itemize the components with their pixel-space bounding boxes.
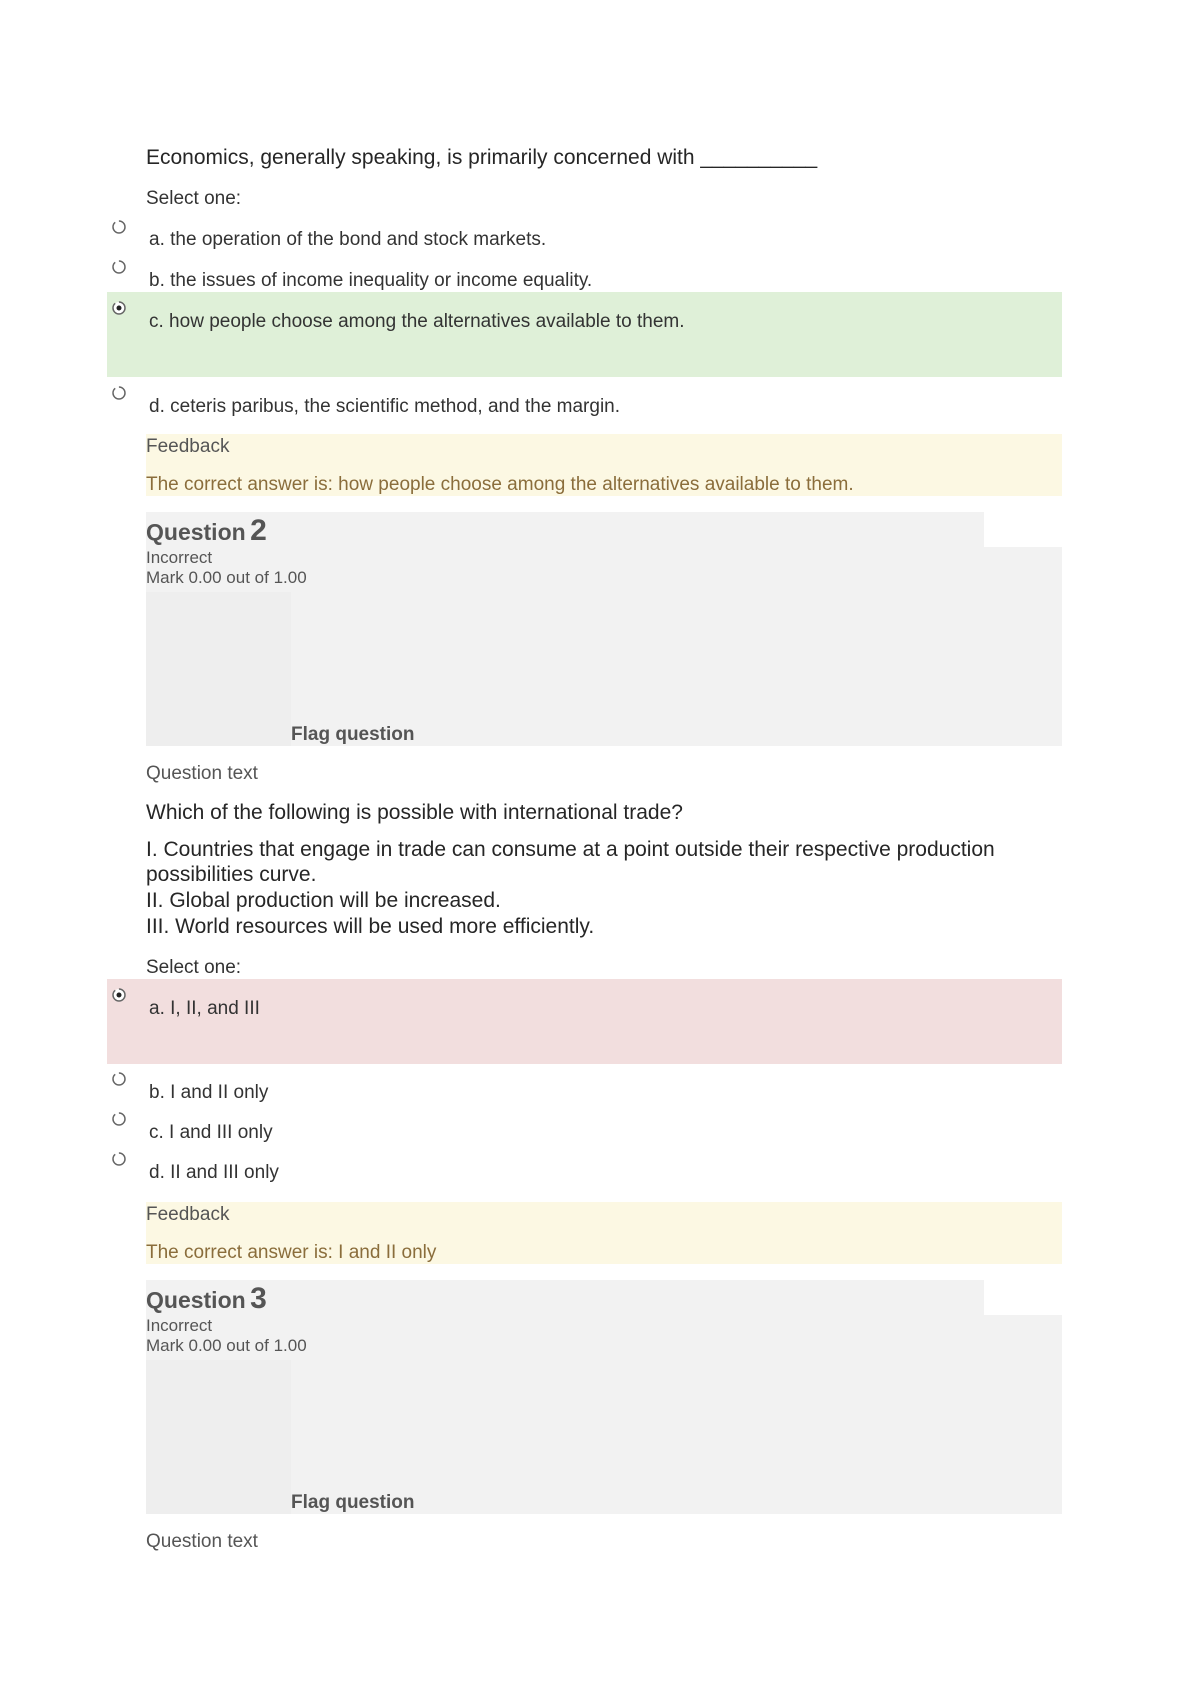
feedback-title: Feedback [146,436,230,457]
question-3-number [146,1282,267,1316]
statement-3: III. World resources will be used more efficiently. [146,915,595,938]
question-2-info-header [146,512,984,548]
radio-answer-c[interactable] [111,1111,127,1127]
answer-d-label[interactable]: d. ceteris paribus, the scientific method, and the margin. [149,396,621,417]
radio-answer-d[interactable] [111,385,127,401]
statement-1-cont: possibilities curve. [146,863,317,886]
question-2-state: Incorrect [146,548,213,567]
question-2-mark: Mark 0.00 out of 1.00 [146,568,307,587]
feedback-correct-answer: The correct answer is: how people choose among the alternatives available to them. [146,474,854,495]
feedback-correct-answer: The correct answer is: I and II only [146,1242,437,1263]
answer-a-label[interactable]: a. the operation of the bond and stock markets. [149,229,547,250]
question-2-text: Which of the following is possible with international trade? [146,801,683,824]
statement-2: II. Global production will be increased. [146,889,501,912]
question-number: 2 [250,514,267,547]
answer-a-label[interactable]: a. I, II, and III [149,998,260,1019]
question-word: Question [146,1287,246,1313]
selected-answer-highlight-incorrect [107,979,1062,1064]
radio-answer-a-selected[interactable] [111,987,127,1003]
answer-c-label[interactable]: c. how people choose among the alternatives available to them. [149,311,685,332]
answer-b-label[interactable]: b. I and II only [149,1082,269,1103]
statement-1: I. Countries that engage in trade can consume at a point outside their respective production [146,838,995,861]
question-3-mark: Mark 0.00 out of 1.00 [146,1336,307,1355]
feedback-title: Feedback [146,1204,230,1225]
question-3-info-header [146,1280,984,1316]
radio-answer-a[interactable] [111,219,127,235]
question-2-info-side [146,592,291,746]
select-one-label: Select one: [146,188,242,209]
question-1-text: Economics, generally speaking, is primarily concerned with __________ [146,146,818,169]
question-2-number [146,514,267,548]
question-text-label: Question text [146,1531,258,1552]
question-3-state: Incorrect [146,1316,213,1335]
question-3-info-side [146,1360,291,1514]
radio-answer-b[interactable] [111,1071,127,1087]
answer-c-label[interactable]: c. I and III only [149,1122,273,1143]
answer-b-label[interactable]: b. the issues of income inequality or income equality. [149,270,593,291]
radio-answer-b[interactable] [111,259,127,275]
flag-question-3-link[interactable]: Flag question [291,1492,415,1513]
select-one-label: Select one: [146,957,242,978]
radio-answer-d[interactable] [111,1151,127,1167]
radio-answer-c-selected[interactable] [111,300,127,316]
question-text-label: Question text [146,763,258,784]
question-word: Question [146,519,246,545]
flag-question-2-link[interactable]: Flag question [291,724,415,745]
selected-answer-highlight-correct [107,292,1062,377]
answer-d-label[interactable]: d. II and III only [149,1162,279,1183]
question-number: 3 [250,1282,267,1315]
